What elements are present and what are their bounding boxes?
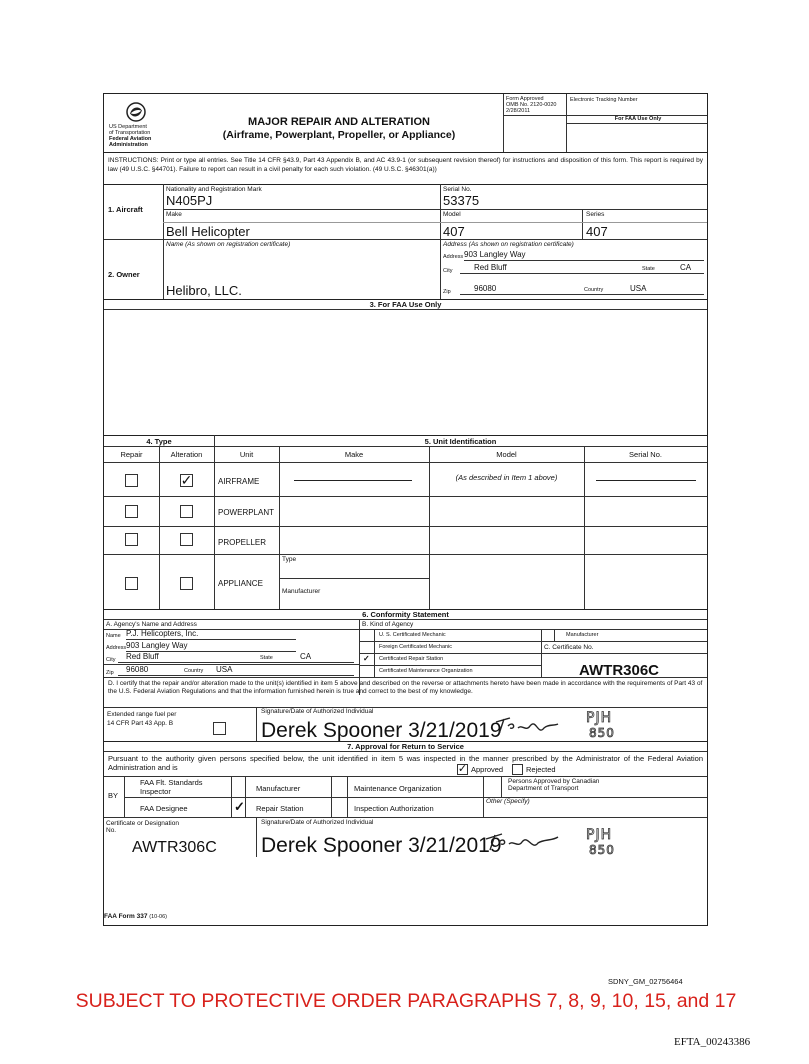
conformity-section-label: 6. Conformity Statement bbox=[362, 610, 449, 619]
alteration-header: Alteration bbox=[170, 450, 203, 459]
model-label: Model bbox=[443, 211, 461, 218]
appliance-repair-checkbox[interactable] bbox=[125, 577, 138, 590]
faa-use-area bbox=[104, 310, 707, 435]
repair-station-label: Repair Station bbox=[256, 804, 304, 813]
serial-header: Serial No. bbox=[629, 450, 662, 459]
series-value[interactable]: 407 bbox=[586, 224, 608, 239]
agency-zip-value[interactable] bbox=[118, 665, 354, 676]
agency-zip: 96080 bbox=[126, 665, 149, 674]
model-value[interactable]: 407 bbox=[443, 224, 465, 239]
form-id: FAA Form 337 bbox=[104, 913, 148, 920]
model-header: Model bbox=[496, 450, 517, 459]
owner-name-label: Name (As shown on registration certificate) bbox=[166, 241, 291, 248]
kind-us-mechanic: U. S. Certificated Mechanic bbox=[379, 632, 446, 638]
agency-name-label: A. Agency's Name and Address bbox=[106, 621, 197, 628]
agency-city-prefix: City bbox=[106, 657, 116, 663]
form-approved: Form Approved OMB No. 2120-0020 2/28/2011 bbox=[506, 96, 557, 114]
agency-city-value[interactable] bbox=[118, 652, 354, 663]
agency-country-prefix: Country bbox=[184, 668, 204, 674]
serial-label: Serial No. bbox=[443, 186, 472, 193]
rejected-checkbox[interactable] bbox=[512, 764, 523, 775]
repair-station-check: ✓ bbox=[363, 654, 370, 663]
make-label: Make bbox=[166, 211, 182, 218]
serial-value[interactable]: 53375 bbox=[443, 193, 480, 208]
other-specify-label: Other (Specify) bbox=[486, 798, 530, 805]
nationality-value[interactable]: N405PJ bbox=[166, 193, 213, 208]
make-value[interactable]: Bell Helicopter bbox=[166, 224, 250, 239]
propeller-repair-checkbox[interactable] bbox=[125, 533, 138, 546]
nationality-label: Nationality and Registration Mark bbox=[166, 186, 262, 193]
make-header: Make bbox=[344, 450, 364, 459]
aircraft-section-label: 1. Aircraft bbox=[108, 205, 143, 214]
approval-section-label: 7. Approval for Return to Service bbox=[347, 742, 464, 751]
repair-header: Repair bbox=[120, 450, 143, 459]
owner-address-value[interactable]: 903 Langley Way bbox=[464, 250, 704, 261]
agency-cert-no[interactable]: AWTR306C bbox=[579, 662, 660, 679]
kind-foreign-mechanic: Foreign Certificated Mechanic bbox=[379, 644, 453, 650]
propeller-unit-label: PROPELLER bbox=[218, 538, 267, 547]
approval-handwritten-signature bbox=[482, 829, 562, 855]
owner-city-prefix: City bbox=[443, 268, 453, 274]
agency-name: US Department of Transportation Federal Aviation Administration bbox=[109, 124, 152, 148]
airframe-repair-checkbox[interactable] bbox=[125, 474, 138, 487]
owner-zip-country[interactable] bbox=[460, 284, 704, 295]
approval-statement: Pursuant to the authority given persons specified below, the unit identified in item 5 was inspected in the manner prescribed by the Administrator of the Federal Aviation Administration and is bbox=[108, 754, 703, 772]
approval-stamp-top: PJH bbox=[586, 827, 613, 843]
signature-scribble-icon bbox=[482, 829, 562, 855]
powerplant-alteration-checkbox[interactable] bbox=[180, 505, 193, 518]
maintenance-org-label: Maintenance Organization bbox=[354, 784, 442, 793]
approval-cert-no[interactable]: AWTR306C bbox=[132, 839, 217, 856]
bates-number: SDNY_GM_02756464 bbox=[608, 977, 683, 986]
owner-country-prefix: Country bbox=[584, 287, 604, 293]
inspection-auth-label: Inspection Authorization bbox=[354, 804, 434, 813]
appliance-alteration-checkbox[interactable] bbox=[180, 577, 193, 590]
owner-zip-prefix: Zip bbox=[443, 289, 451, 295]
agency-state-prefix: State bbox=[260, 655, 273, 661]
kind-repair-station: Certificated Repair Station bbox=[379, 656, 444, 662]
extended-range-label: Extended range fuel per 14 CFR Part 43 App. B bbox=[107, 711, 177, 727]
agency-state: CA bbox=[300, 652, 312, 661]
protective-order-notice: SUBJECT TO PROTECTIVE ORDER PARAGRAPHS 7, 8, 9, 10, 15, and 17 bbox=[75, 990, 737, 1012]
approval-signature-text[interactable]: Derek Spooner 3/21/2019 bbox=[261, 834, 502, 857]
approval-cert-label: Certificate or Designation No. bbox=[106, 820, 179, 834]
faa-use-only-label: For FAA Use Only bbox=[614, 116, 662, 122]
signature-scribble-icon bbox=[492, 714, 562, 740]
agency-city: Red Bluff bbox=[126, 652, 159, 661]
form-337 bbox=[103, 93, 708, 926]
kind-maintenance-org: Certificated Maintenance Organization bbox=[379, 668, 473, 674]
dot-logo bbox=[126, 102, 146, 122]
manufacturer-label: Manufacturer bbox=[256, 784, 301, 793]
appliance-unit-label: APPLIANCE bbox=[218, 579, 263, 588]
approval-stamp-bottom: 850 bbox=[589, 843, 615, 857]
faa-use-section-label: 3. For FAA Use Only bbox=[369, 300, 442, 309]
agency-country: USA bbox=[216, 665, 233, 674]
tracking-number-label: Electronic Tracking Number bbox=[570, 97, 638, 103]
owner-state-prefix: State bbox=[642, 266, 655, 272]
propeller-alteration-checkbox[interactable] bbox=[180, 533, 193, 546]
type-section-label: 4. Type bbox=[146, 437, 172, 446]
owner-city-value[interactable] bbox=[460, 263, 704, 274]
agency-name-prefix: Name bbox=[106, 633, 121, 639]
owner-name-value[interactable]: Helibro, LLC. bbox=[166, 283, 242, 298]
owner-address-prefix: Address bbox=[443, 254, 464, 260]
conformity-signature-text[interactable]: Derek Spooner 3/21/2019 bbox=[261, 719, 502, 742]
owner-state: CA bbox=[680, 263, 692, 272]
appliance-mfr-label: Manufacturer bbox=[282, 588, 321, 595]
powerplant-unit-label: POWERPLANT bbox=[218, 508, 275, 517]
owner-zip: 96080 bbox=[474, 284, 497, 293]
approved-checkbox[interactable]: ✓ bbox=[457, 763, 468, 775]
owner-city: Red Bluff bbox=[474, 263, 507, 272]
dot-logo-icon bbox=[126, 102, 146, 122]
rejected-label: Rejected bbox=[526, 765, 556, 774]
faa-flt-standards-label: FAA Flt. Standards Inspector bbox=[140, 778, 203, 796]
conformity-stamp-bottom: 850 bbox=[589, 726, 615, 740]
agency-address-prefix: Address bbox=[106, 645, 127, 651]
owner-address-label: Address (As shown on registration certificate) bbox=[443, 241, 574, 248]
repair-station-approval-check: ✓ bbox=[234, 799, 245, 814]
powerplant-repair-checkbox[interactable] bbox=[125, 505, 138, 518]
owner-section-label: 2. Owner bbox=[108, 270, 140, 279]
conformity-handwritten-signature bbox=[492, 714, 562, 740]
appliance-type-label: Type bbox=[282, 556, 297, 563]
form-title: MAJOR REPAIR AND ALTERATION bbox=[248, 116, 430, 128]
certification-statement: D. I certify that the repair and/or alteration made to the unit(s) identified in item 5 above and described on the reverse or attachments hereto have been made in accordance with the requirements of Part 43 of the U.S. Federal Aviation Regulations and that the information furnished herein is true and correct to the best of my knowledge. bbox=[108, 680, 703, 695]
agency-name-value[interactable]: P.J. Helicopters, Inc. bbox=[126, 629, 296, 640]
airframe-unit-label: AIRFRAME bbox=[218, 477, 260, 486]
unit-section-label: 5. Unit Identification bbox=[424, 437, 497, 446]
form-revision: (10-06) bbox=[149, 914, 168, 920]
form-subtitle: (Airframe, Powerplant, Propeller, or Appliance) bbox=[222, 129, 456, 141]
series-label: Series bbox=[586, 211, 605, 218]
airframe-alteration-checkbox[interactable]: ✓ bbox=[180, 472, 193, 488]
kind-manufacturer: Manufacturer bbox=[566, 632, 599, 638]
owner-country: USA bbox=[630, 284, 647, 293]
extended-range-checkbox[interactable] bbox=[213, 722, 226, 735]
unit-header: Unit bbox=[239, 450, 254, 459]
agency-address-value[interactable]: 903 Langley Way bbox=[126, 641, 296, 652]
conformity-stamp-top: PJH bbox=[586, 710, 613, 726]
cert-no-label: C. Certificate No. bbox=[544, 644, 594, 651]
kind-of-agency-label: B. Kind of Agency bbox=[362, 621, 414, 628]
conformity-sig-label: Signature/Date of Authorized Individual bbox=[261, 708, 374, 715]
approved-label: Approved bbox=[471, 765, 504, 774]
form-number bbox=[104, 913, 167, 921]
agency-zip-prefix: Zip bbox=[106, 670, 114, 676]
instructions-text: INSTRUCTIONS: Print or type all entries. See Title 14 CFR §43.9, Part 43 Appendix B, and AC 43.9-1 (or subsequent revision thereof) for instructions and disposition of this form. This report is required by law (49 U.S.C. §44701). Failure to report can result in a civil penalty for each such violation. (49 U.S.C. §46301(a)) bbox=[108, 157, 703, 173]
canadian-approval-label: Persons Approved by Canadian Department of Transport bbox=[508, 778, 600, 792]
airframe-model-note: (As described in Item 1 above) bbox=[455, 473, 558, 482]
approval-sig-label: Signature/Date of Authorized Individual bbox=[261, 819, 374, 826]
by-label: BY bbox=[108, 791, 119, 800]
efta-number: EFTA_00243386 bbox=[674, 1036, 751, 1048]
faa-designee-label: FAA Designee bbox=[140, 804, 188, 813]
